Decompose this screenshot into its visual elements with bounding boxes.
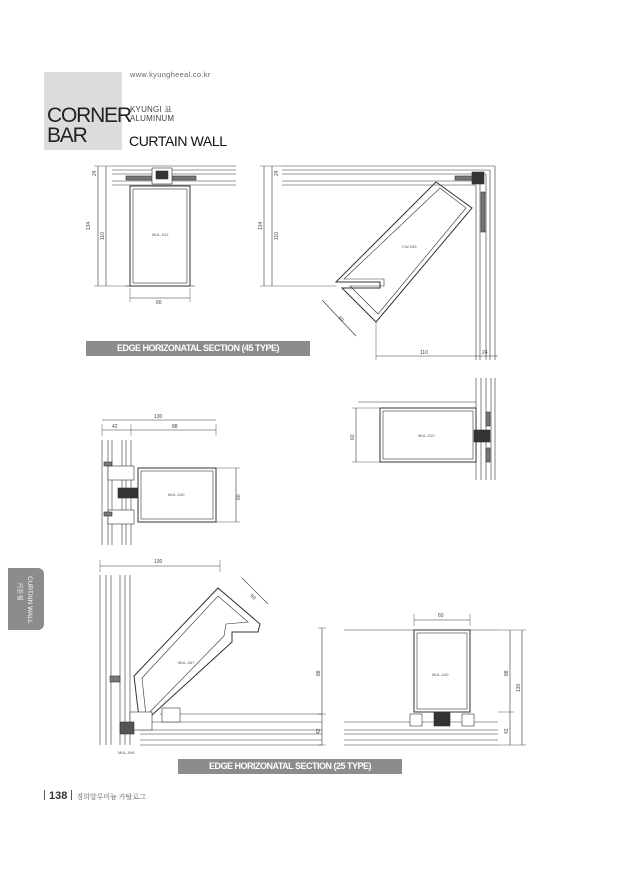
profile-label-d5b: MUL-008 [118, 750, 135, 755]
dim-d1-60: 60 [156, 300, 162, 306]
footer-divider [71, 790, 72, 800]
profile-label-d2: CW-035 [402, 244, 417, 249]
profile-label-d5: MUL-067 [178, 660, 195, 665]
drawing-25-corner [100, 560, 326, 745]
page-subtitle: CURTAIN WALL [129, 133, 227, 149]
dim-d4-60: 60 [350, 434, 356, 440]
dim-d1-134: 134 [86, 221, 92, 230]
profile-label-d3: MUL-040 [168, 492, 185, 497]
dim-d2-60: 60 [336, 315, 345, 324]
section-banner-25: EDGE HORIZONATAL SECTION (25 TYPE) [178, 759, 402, 774]
dim-d2-24b: 24 [482, 350, 488, 356]
brand-line-1: KYUNGI 표 [130, 105, 173, 114]
website-url[interactable]: www.kyungheeal.co.kr [130, 70, 211, 79]
footer-divider-left [44, 790, 45, 800]
brand-line-2: ALUMINUM [130, 114, 175, 123]
title-line-1: CORNER [47, 104, 131, 127]
dim-d6-88: 88 [504, 670, 510, 676]
dim-d3-130: 130 [154, 414, 163, 420]
dim-d5-60: 60 [248, 593, 257, 602]
profile-label-d1: MUL-012 [152, 232, 169, 237]
dim-d2-24: 24 [274, 170, 280, 176]
section-side-tab[interactable] [8, 568, 44, 630]
drawing-25-mullion [344, 614, 526, 745]
dim-d6-60: 60 [438, 613, 444, 619]
dim-d2-110b: 110 [420, 350, 428, 356]
dim-d3-60: 60 [236, 494, 242, 500]
dim-d3-42: 42 [112, 424, 118, 430]
dim-d5-42: 42 [316, 728, 322, 734]
page-number: 138 [49, 790, 68, 802]
title-line-2: BAR [47, 124, 87, 147]
side-tab-label-en: CURTAIN WALL [26, 576, 33, 624]
profile-label-d6: MUL-040 [432, 672, 449, 677]
dim-d1-24: 24 [92, 170, 98, 176]
drawing-mullion-at-corner [352, 378, 495, 480]
profile-label-d4: MUL-012 [418, 433, 435, 438]
drawing-45-corner [260, 166, 498, 360]
dim-d5-88: 88 [316, 670, 322, 676]
drawing-25-edge-section [102, 420, 240, 545]
dim-d2-110: 110 [274, 232, 280, 240]
dim-d3-88: 88 [172, 424, 178, 430]
dim-d6-130: 130 [516, 683, 522, 692]
page-footer [40, 790, 146, 802]
section-banner-45: EDGE HORIZONATAL SECTION (45 TYPE) [86, 341, 310, 356]
dim-d2-134: 134 [258, 221, 264, 230]
dim-d5-130: 130 [154, 559, 163, 565]
side-tab-label-ko: 커튼월 [16, 582, 23, 601]
footer-description: 경희알루미늄 카탈로그 [76, 794, 146, 801]
dim-d6-42: 42 [504, 728, 510, 734]
dim-d1-110: 110 [100, 232, 106, 240]
